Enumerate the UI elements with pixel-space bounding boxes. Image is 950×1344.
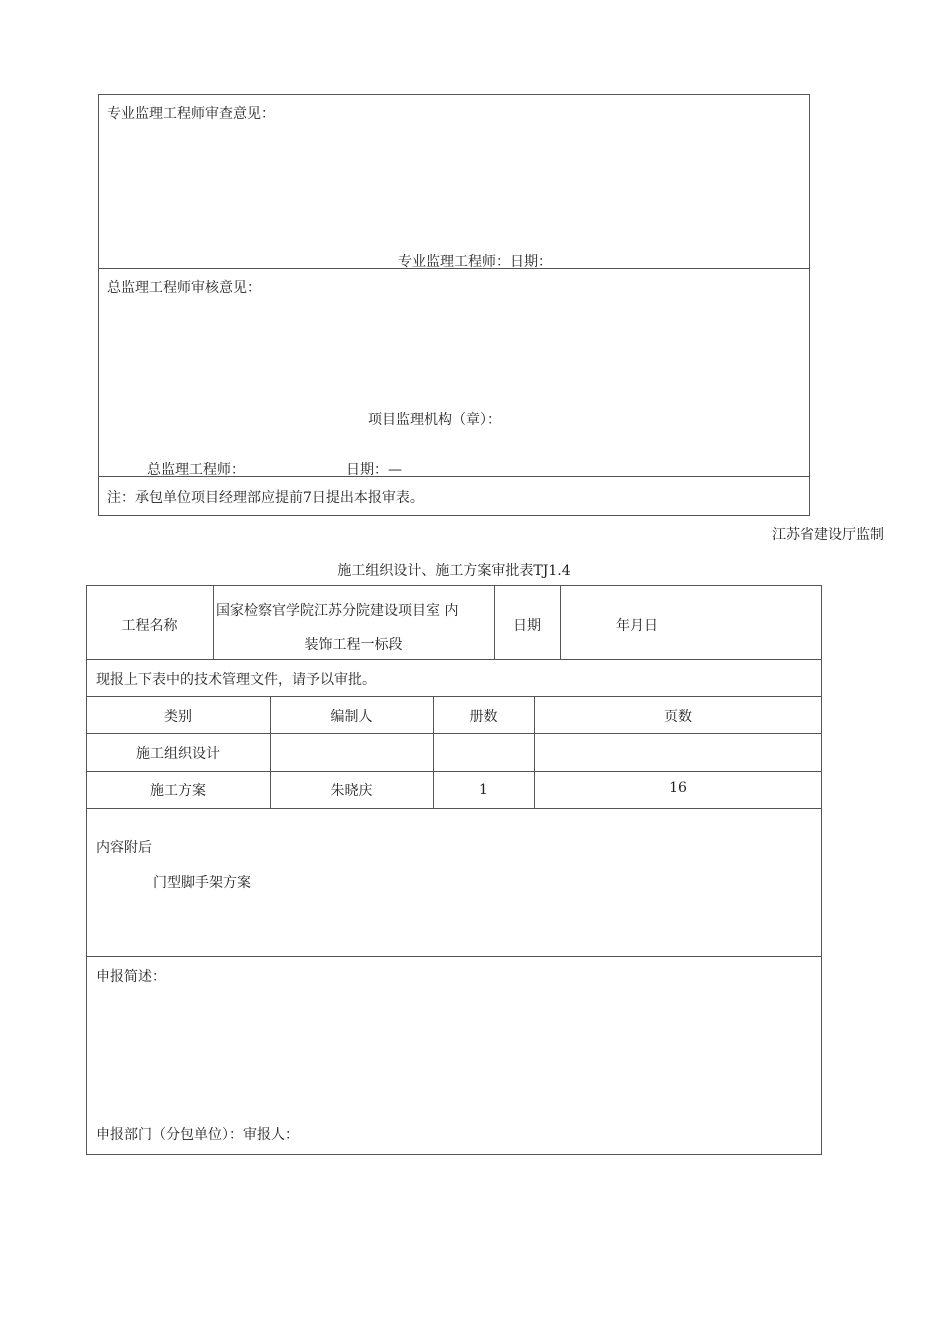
row-divider — [86, 808, 822, 809]
attached-label: 内容附后 — [96, 840, 152, 856]
project-name-line2: 装饰工程一标段 — [304, 637, 403, 653]
department-line: 申报部门（分包单位）：审报人： — [96, 1127, 299, 1143]
chief-opinion-label: 总监理工程师审核意见： — [107, 280, 261, 296]
review-form — [98, 94, 810, 516]
row-divider — [86, 696, 822, 697]
project-name-line1: 国家检察官学院江苏分院建设项目室 内 — [216, 603, 459, 619]
project-name-label: 工程名称 — [121, 618, 178, 634]
attached-item: 门型脚手架方案 — [153, 875, 251, 891]
column-header-category: 类别 — [164, 709, 192, 725]
agency-seal-line: 项目监理机构（章）： — [368, 412, 501, 428]
specialist-sign-line: 专业监理工程师：日期： — [398, 254, 552, 270]
chief-signature-line: 总监理工程师： — [147, 462, 245, 478]
table-cell-pages: 16 — [669, 780, 687, 796]
table-cell-author: 朱晓庆 — [330, 783, 373, 799]
table-cell-category: 施工组织设计 — [136, 746, 220, 762]
column-header-volumes: 册数 — [469, 709, 498, 725]
row-divider — [86, 733, 822, 734]
issuer-label: 江苏省建设厅监制 — [772, 527, 884, 543]
row-divider — [86, 771, 822, 772]
row-divider — [86, 956, 822, 957]
summary-label: 申报简述： — [96, 969, 166, 985]
table-cell-volumes: 1 — [479, 782, 488, 798]
submit-statement: 现报上下表中的技术管理文件，请予以审批。 — [96, 672, 376, 688]
submission-note: 注：承包单位项目经理部应提前7日提出本报审表。 — [107, 490, 424, 506]
table-cell-category: 施工方案 — [150, 783, 206, 799]
chief-date-line: 日期：— — [346, 462, 402, 478]
specialist-opinion-label: 专业监理工程师审查意见： — [107, 106, 275, 122]
date-label: 日期 — [513, 618, 541, 634]
date-value: 年月日 — [616, 618, 658, 634]
col-divider — [560, 585, 561, 659]
column-header-pages: 页数 — [664, 709, 692, 725]
approval-form-title: 施工组织设计、施工方案审批表TJ1.4 — [337, 563, 571, 579]
column-header-author: 编制人 — [330, 709, 373, 725]
row-divider — [86, 659, 822, 660]
